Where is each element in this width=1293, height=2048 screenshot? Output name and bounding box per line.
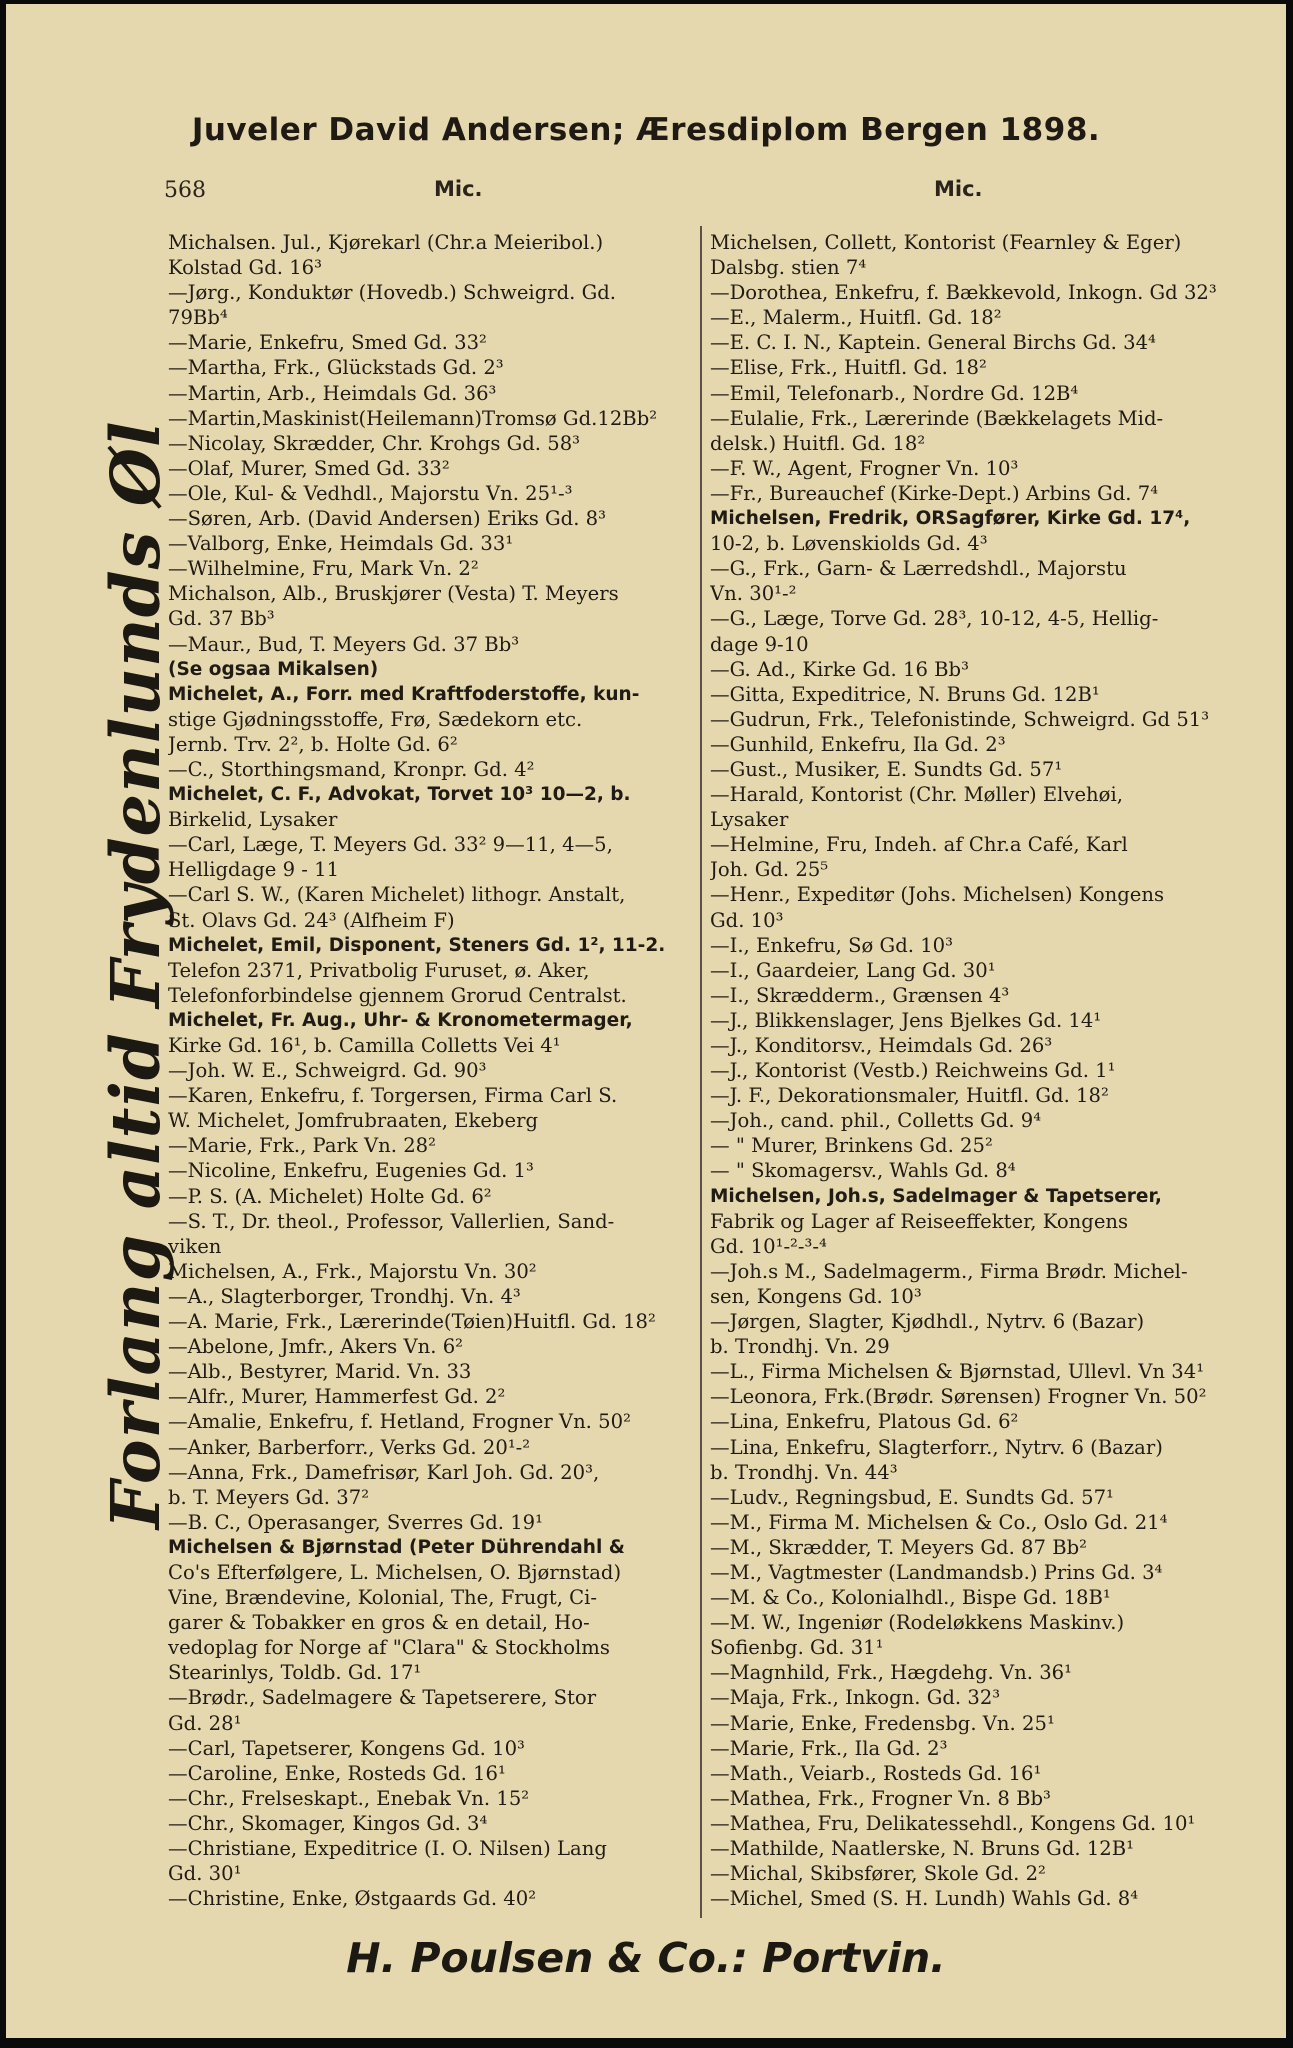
directory-entry-line: Joh. Gd. 25⁵ — [710, 858, 829, 882]
directory-entry-line: Lysaker — [710, 808, 789, 832]
directory-entry-line: Michelsen, Collett, Kontorist (Fearnley & Eger) — [710, 231, 1182, 254]
directory-entry-line: —S. T., Dr. theol., Professor, Vallerlien, Sand- — [168, 1209, 615, 1233]
directory-entry-line: Michelet, Emil, Disponent, Steners Gd. 1², 11-2. — [168, 934, 666, 956]
directory-entry-line: —Maur., Bud, T. Meyers Gd. 37 Bb³ — [168, 632, 520, 656]
directory-entry-line: —Ole, Kul- & Vedhdl., Majorstu Vn. 25¹-³ — [168, 481, 573, 505]
directory-entry-line: W. Michelet, Jomfrubraaten, Ekeberg — [168, 1109, 538, 1133]
directory-entry-line: Gd. 28¹ — [168, 1711, 242, 1735]
directory-entry-line: —Gitta, Expeditrice, N. Bruns Gd. 12B¹ — [710, 682, 1100, 706]
directory-entry-line: —Abelone, Jmfr., Akers Vn. 6² — [168, 1335, 464, 1359]
directory-entry-line: Telefonforbindelse gjennem Grorud Centralst. — [168, 983, 627, 1007]
directory-entry-line: —Lina, Enkefru, Slagterforr., Nytrv. 6 (Bazar) — [710, 1435, 1163, 1459]
directory-entry-line: —Dorothea, Enkefru, f. Bækkevold, Inkogn. Gd 32³ — [710, 281, 1217, 305]
directory-entry-line: —Gunhild, Enkefru, Ila Gd. 2³ — [710, 732, 1006, 756]
directory-entry-line: —Marie, Enkefru, Smed Gd. 33² — [168, 331, 487, 355]
directory-entry-line: —Marie, Frk., Park Vn. 28² — [168, 1134, 437, 1158]
directory-page — [6, 4, 1286, 2038]
directory-entry-line: —Brødr., Sadelmagere & Tapetserere, Stor — [168, 1686, 597, 1710]
directory-entry-line: —M. & Co., Kolonialhdl., Bispe Gd. 18B¹ — [710, 1586, 1111, 1610]
directory-entry-line: Jernb. Trv. 2², b. Holte Gd. 6² — [168, 732, 458, 756]
directory-entry-line: vedoplag for Norge af "Clara" & Stockholms — [168, 1636, 610, 1660]
directory-entry-line: —Ludv., Regningsbud, E. Sundts Gd. 57¹ — [710, 1485, 1114, 1509]
directory-entry-line: —A., Slagterborger, Trondhj. Vn. 4³ — [168, 1284, 521, 1308]
directory-entry-line: —Magnhild, Frk., Hægdehg. Vn. 36¹ — [710, 1661, 1072, 1685]
directory-entry-line: Gd. 30¹ — [168, 1862, 242, 1886]
directory-entry-line: —Christine, Enke, Østgaards Gd. 40² — [168, 1887, 537, 1911]
directory-entry-line: —M., Firma M. Michelsen & Co., Oslo Gd. 21⁴ — [710, 1510, 1168, 1534]
directory-entry-line: viken — [168, 1234, 222, 1258]
directory-entry-line: —Gust., Musiker, E. Sundts Gd. 57¹ — [710, 757, 1063, 781]
directory-entry-line: —M. W., Ingeniør (Rodeløkkens Maskinv.) — [710, 1611, 1125, 1635]
directory-entry-line: Michelsen, Fredrik, ORSagfører, Kirke Gd. 17⁴, — [710, 508, 1191, 530]
directory-entry-line: Birkelid, Lysaker — [168, 808, 338, 832]
directory-entry-line: —Christiane, Expeditrice (I. O. Nilsen) Lang — [168, 1837, 607, 1860]
directory-entry-line: Fabrik og Lager af Reiseeffekter, Kongens — [710, 1209, 1129, 1233]
directory-entry-line: —G. Ad., Kirke Gd. 16 Bb³ — [710, 657, 969, 681]
left-column-keyword: Mic. — [434, 177, 483, 201]
left-column — [168, 230, 700, 1911]
directory-entry-line: —Michel, Smed (S. H. Lundh) Wahls Gd. 8⁴ — [710, 1887, 1139, 1911]
directory-entry-line: —E. C. I. N., Kaptein. General Birchs Gd. 34⁴ — [710, 331, 1156, 355]
directory-entry-line: Helligdage 9 - 11 — [168, 858, 340, 882]
directory-entry-line: —L., Firma Michelsen & Bjørnstad, Ullevl. Vn 34¹ — [710, 1360, 1205, 1384]
directory-entry-line: —Anker, Barberforr., Verks Gd. 20¹-² — [168, 1435, 531, 1459]
directory-entry-line: —Wilhelmine, Fru, Mark Vn. 2² — [168, 557, 479, 581]
directory-entry-line: Sofienbg. Gd. 31¹ — [710, 1636, 884, 1660]
directory-entry-line: —Valborg, Enke, Heimdals Gd. 33¹ — [168, 532, 514, 556]
directory-entry-line: —Michal, Skibsfører, Skole Gd. 2² — [710, 1862, 1046, 1886]
directory-entry-line: — " Murer, Brinkens Gd. 25² — [710, 1134, 993, 1158]
directory-entry-line: —Mathea, Frk., Frogner Vn. 8 Bb³ — [710, 1786, 1051, 1810]
page-number: 568 — [164, 178, 206, 203]
directory-entry-line: —I., Enkefru, Sø Gd. 10³ — [710, 933, 953, 957]
directory-entry-line: —G., Frk., Garn- & Lærredshdl., Majorstu — [710, 557, 1127, 581]
directory-entry-line: —Chr., Skomager, Kingos Gd. 3⁴ — [168, 1811, 488, 1835]
directory-entry-line: Gd. 10¹-²-³-⁴ — [710, 1234, 827, 1258]
header-advertisement: Juveler David Andersen; Æresdiplom Bergen 1898. — [191, 112, 1101, 148]
directory-entry-line: —Caroline, Enke, Rosteds Gd. 16¹ — [168, 1761, 506, 1785]
directory-entry-line: —Fr., Bureauchef (Kirke-Dept.) Arbins Gd. 7⁴ — [710, 481, 1159, 505]
directory-entry-line: Michelsen, Joh.s, Sadelmager & Tapetserer, — [710, 1185, 1162, 1207]
directory-entry-line: —J., Konditorsv., Heimdals Gd. 26³ — [710, 1034, 1053, 1057]
footer-advertisement: H. Poulsen & Co.: Portvin. — [346, 1934, 946, 1982]
directory-entry-line: Michelet, C. F., Advokat, Torvet 10³ 10—2, b. — [168, 784, 631, 806]
directory-entry-line: —E., Malerm., Huitfl. Gd. 18² — [710, 306, 1002, 330]
directory-entry-line: —Gudrun, Frk., Telefonistinde, Schweigrd. Gd 51³ — [710, 707, 1210, 731]
directory-entry-line: 10-2, b. Løvenskiolds Gd. 4³ — [710, 532, 988, 556]
directory-entry-line: —I., Gaardeier, Lang Gd. 30¹ — [710, 958, 996, 982]
column-divider — [700, 226, 702, 1918]
directory-entry-line: —Alfr., Murer, Hammerfest Gd. 2² — [168, 1385, 506, 1409]
directory-entry-line: —Leonora, Frk.(Brødr. Sørensen) Frogner Vn. 50² — [710, 1385, 1207, 1409]
directory-entry-line: —Karen, Enkefru, f. Torgersen, Firma Carl S. — [168, 1084, 618, 1108]
directory-entry-line: 79Bb⁴ — [168, 306, 228, 330]
directory-entry-line: —Joh., cand. phil., Colletts Gd. 9⁴ — [710, 1109, 1042, 1133]
directory-entry-line: —Alb., Bestyrer, Marid. Vn. 33 — [168, 1360, 472, 1384]
directory-entry-line: —Elise, Frk., Huitfl. Gd. 18² — [710, 356, 987, 380]
directory-entry-line: Vn. 30¹-² — [710, 582, 797, 606]
directory-entry-line: delsk.) Huitfl. Gd. 18² — [710, 431, 926, 455]
directory-entry-line: stige Gjødningsstoffe, Frø, Sædekorn etc. — [168, 707, 583, 731]
directory-entry-line: —Jørgen, Slagter, Kjødhdl., Nytrv. 6 (Bazar) — [710, 1310, 1145, 1334]
directory-entry-line: —Lina, Enkefru, Platous Gd. 6² — [710, 1410, 1019, 1434]
directory-entry-line: —G., Læge, Torve Gd. 28³, 10-12, 4-5, Hellig- — [710, 607, 1159, 631]
directory-entry-line: Stearinlys, Toldb. Gd. 17¹ — [168, 1661, 422, 1685]
right-column-keyword: Mic. — [934, 177, 983, 201]
directory-entry-line: —Henr., Expeditør (Johs. Michelsen) Kongens — [710, 883, 1165, 907]
directory-entry-line: —Math., Veiarb., Rosteds Gd. 16¹ — [710, 1761, 1042, 1785]
directory-entry-line: dage 9-10 — [710, 632, 809, 656]
directory-entry-line: —B. C., Operasanger, Sverres Gd. 19¹ — [168, 1510, 543, 1534]
directory-entry-line: (Se ogsaa Mikalsen) — [168, 658, 379, 680]
right-column — [710, 230, 1258, 1911]
directory-entry-line: —Eulalie, Frk., Lærerinde (Bækkelagets Mid- — [710, 406, 1164, 430]
directory-entry-line: b. Trondhj. Vn. 29 — [710, 1335, 890, 1359]
directory-entry-line: —J., Kontorist (Vestb.) Reichweins Gd. 1¹ — [710, 1059, 1116, 1083]
directory-entry-line: —J. F., Dekorationsmaler, Huitfl. Gd. 18² — [710, 1084, 1109, 1108]
directory-entry-line: b. Trondhj. Vn. 44³ — [710, 1460, 898, 1484]
directory-entry-line: —Marie, Enke, Fredensbg. Vn. 25¹ — [710, 1711, 1055, 1735]
directory-entry-line: — " Skomagersv., Wahls Gd. 8⁴ — [710, 1159, 1016, 1183]
directory-entry-line: —M., Skrædder, T. Meyers Gd. 87 Bb² — [710, 1535, 1087, 1559]
directory-entry-line: —M., Vagtmester (Landmandsb.) Prins Gd. 3⁴ — [710, 1560, 1163, 1584]
directory-entry-line: —Emil, Telefonarb., Nordre Gd. 12B⁴ — [710, 381, 1079, 405]
directory-entry-line: —Mathilde, Naatlerske, N. Bruns Gd. 12B¹ — [710, 1837, 1135, 1860]
directory-entry-line: —Olaf, Murer, Smed Gd. 33² — [168, 456, 450, 480]
directory-entry-line: sen, Kongens Gd. 10³ — [710, 1284, 922, 1308]
directory-entry-line: —Joh. W. E., Schweigrd. Gd. 90³ — [168, 1059, 487, 1083]
directory-entry-line: Michelet, Fr. Aug., Uhr- & Kronometermager, — [168, 1009, 633, 1031]
directory-entry-line: Gd. 37 Bb³ — [168, 607, 275, 631]
directory-entry-line: Gd. 10³ — [710, 908, 784, 932]
directory-entry-line: —P. S. (A. Michelet) Holte Gd. 6² — [168, 1184, 492, 1208]
directory-entry-line: —Mathea, Fru, Delikatessehdl., Kongens Gd. 10¹ — [710, 1811, 1196, 1835]
directory-entry-line: —Harald, Kontorist (Chr. Møller) Elvehøi, — [710, 783, 1123, 807]
directory-entry-line: —Chr., Frelseskapt., Enebak Vn. 15² — [168, 1786, 530, 1810]
directory-entry-line: —Martin, Arb., Heimdals Gd. 36³ — [168, 381, 497, 405]
directory-entry-line: —Joh.s M., Sadelmagerm., Firma Brødr. Michel- — [710, 1259, 1188, 1283]
directory-entry-line: —Carl S. W., (Karen Michelet) lithogr. Anstalt, — [168, 883, 626, 907]
directory-entry-line: Kirke Gd. 16¹, b. Camilla Colletts Vei 4¹ — [168, 1034, 561, 1057]
directory-entry-line: Michelsen, A., Frk., Majorstu Vn. 30² — [168, 1259, 537, 1283]
directory-entry-line: —Anna, Frk., Damefrisør, Karl Joh. Gd. 20³, — [168, 1460, 600, 1484]
directory-entry-line: —Maja, Frk., Inkogn. Gd. 32³ — [710, 1686, 1001, 1710]
directory-entry-line: b. T. Meyers Gd. 37² — [168, 1485, 370, 1509]
directory-entry-line: —Nicoline, Enkefru, Eugenies Gd. 1³ — [168, 1159, 534, 1183]
directory-entry-line: Michalsen. Jul., Kjørekarl (Chr.a Meieribol.) — [168, 231, 604, 254]
directory-entry-line: Kolstad Gd. 16³ — [168, 256, 322, 280]
directory-entry-line: —Martin,Maskinist(Heilemann)Tromsø Gd.12Bb² — [168, 406, 658, 430]
directory-entry-line: Vine, Brændevine, Kolonial, The, Frugt, Ci- — [168, 1586, 598, 1610]
directory-entry-line: —J., Blikkenslager, Jens Bjelkes Gd. 14¹ — [710, 1008, 1102, 1032]
directory-entry-line: —F. W., Agent, Frogner Vn. 10³ — [710, 456, 1019, 480]
directory-entry-line: —I., Skrædderm., Grænsen 4³ — [710, 983, 1010, 1007]
directory-entry-line: Co's Efterfølgere, L. Michelsen, O. Bjørnstad) — [168, 1560, 622, 1584]
directory-entry-line: —C., Storthingsmand, Kronpr. Gd. 4² — [168, 757, 535, 781]
directory-entry-line: —Søren, Arb. (David Andersen) Eriks Gd. 8³ — [168, 507, 606, 531]
directory-entry-line: —A. Marie, Frk., Lærerinde(Tøien)Huitfl. Gd. 18² — [168, 1310, 656, 1334]
directory-entry-line: Telefon 2371, Privatbolig Furuset, ø. Aker, — [168, 958, 590, 982]
directory-entry-line: Michelsen & Bjørnstad (Peter Dührendahl & — [168, 1536, 625, 1558]
directory-entry-line: —Martha, Frk., Glückstads Gd. 2³ — [168, 356, 504, 380]
directory-entry-line: Michalson, Alb., Bruskjører (Vesta) T. Meyers — [168, 582, 619, 606]
directory-entry-line: —Helmine, Fru, Indeh. af Chr.a Café, Karl — [710, 833, 1128, 857]
directory-entry-line: —Jørg., Konduktør (Hovedb.) Schweigrd. Gd. — [168, 281, 617, 305]
directory-entry-line: —Carl, Læge, T. Meyers Gd. 33² 9—11, 4—5, — [168, 833, 613, 857]
directory-entry-line: Dalsbg. stien 7⁴ — [710, 256, 867, 280]
directory-entry-line: garer & Tobakker en gros & en detail, Ho- — [168, 1611, 590, 1635]
directory-entry-line: —Marie, Frk., Ila Gd. 2³ — [710, 1736, 948, 1760]
directory-entry-line: Michelet, A., Forr. med Kraftfoderstoffe, kun- — [168, 683, 640, 705]
directory-entry-line: —Amalie, Enkefru, f. Hetland, Frogner Vn. 50² — [168, 1410, 631, 1434]
directory-entry-line: —Carl, Tapetserer, Kongens Gd. 10³ — [168, 1736, 525, 1760]
side-advertisement: Forlang altid Frydenlunds Øl — [96, 420, 175, 1529]
directory-entry-line: St. Olavs Gd. 24³ (Alfheim F) — [168, 908, 455, 932]
directory-entry-line: —Nicolay, Skrædder, Chr. Krohgs Gd. 58³ — [168, 431, 581, 455]
